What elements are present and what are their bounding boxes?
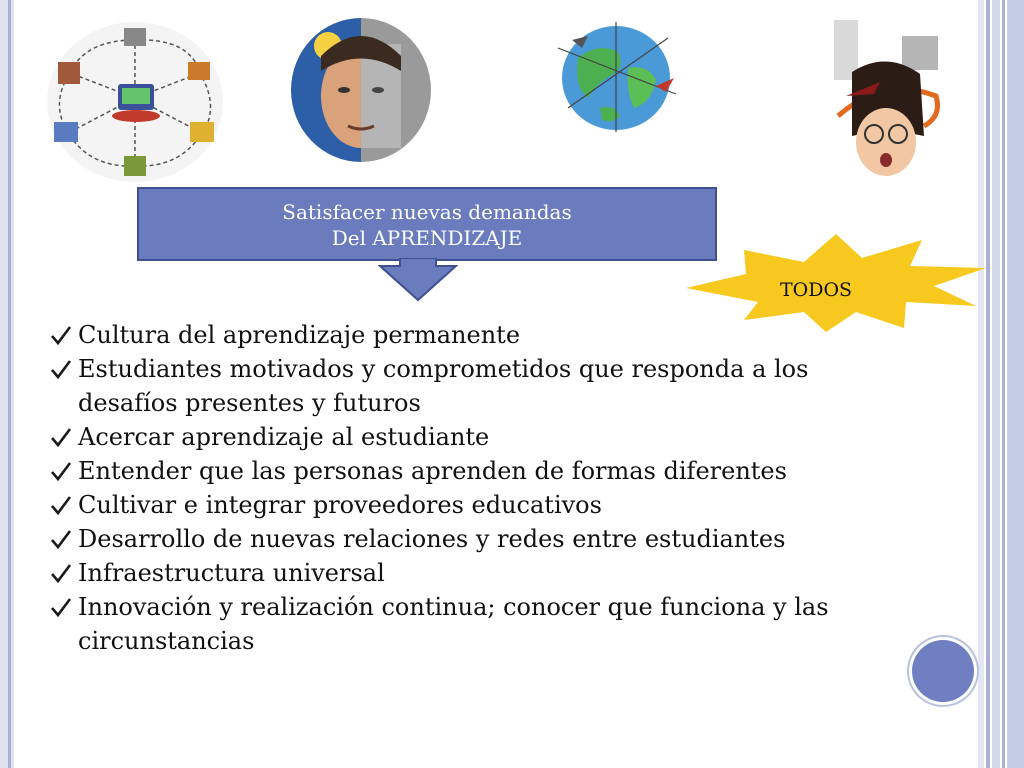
child-rocket-image — [824, 16, 952, 188]
decorative-circle — [912, 640, 974, 702]
list-item — [44, 522, 904, 556]
network-collage-image — [40, 18, 230, 186]
list-item — [44, 454, 904, 488]
demand-banner — [137, 187, 717, 261]
bullet-list — [44, 318, 904, 658]
checkmark-icon — [50, 420, 72, 454]
banner-line-1: Satisfacer nuevas demandas — [282, 200, 572, 224]
list-item-text: Acercar aprendizaje al estudiante — [78, 423, 490, 451]
list-item — [44, 488, 904, 522]
checkmark-icon — [50, 454, 72, 488]
checkmark-icon — [50, 522, 72, 556]
checkmark-icon — [50, 590, 72, 624]
list-item-text: Entender que las personas aprenden de formas diferentes — [78, 457, 787, 485]
list-item-text: Infraestructura universal — [78, 559, 385, 587]
checkmark-icon — [50, 556, 72, 590]
slide-frame-right — [978, 0, 1024, 768]
list-item-text: Cultivar e integrar proveedores educativos — [78, 491, 602, 519]
list-item — [44, 590, 904, 658]
face-mind-image — [288, 16, 434, 164]
banner-line-2: Del APRENDIZAJE — [331, 226, 523, 250]
list-item — [44, 318, 904, 352]
globe-image — [548, 18, 684, 134]
list-item — [44, 352, 904, 420]
list-item — [44, 420, 904, 454]
slide-frame-left — [0, 0, 14, 768]
list-item-text: Estudiantes motivados y comprometidos que responda a los desafíos presentes y futuros — [78, 355, 809, 417]
list-item-text: Innovación y realización continua; conocer que funciona y las circunstancias — [78, 593, 829, 655]
down-arrow-icon — [378, 258, 458, 302]
list-item — [44, 556, 904, 590]
list-item-text: Desarrollo de nuevas relaciones y redes entre estudiantes — [78, 525, 786, 553]
checkmark-icon — [50, 488, 72, 522]
list-item-text: Cultura del aprendizaje permanente — [78, 321, 521, 349]
todos-label: TODOS — [780, 279, 853, 301]
checkmark-icon — [50, 318, 72, 352]
checkmark-icon — [50, 352, 72, 386]
